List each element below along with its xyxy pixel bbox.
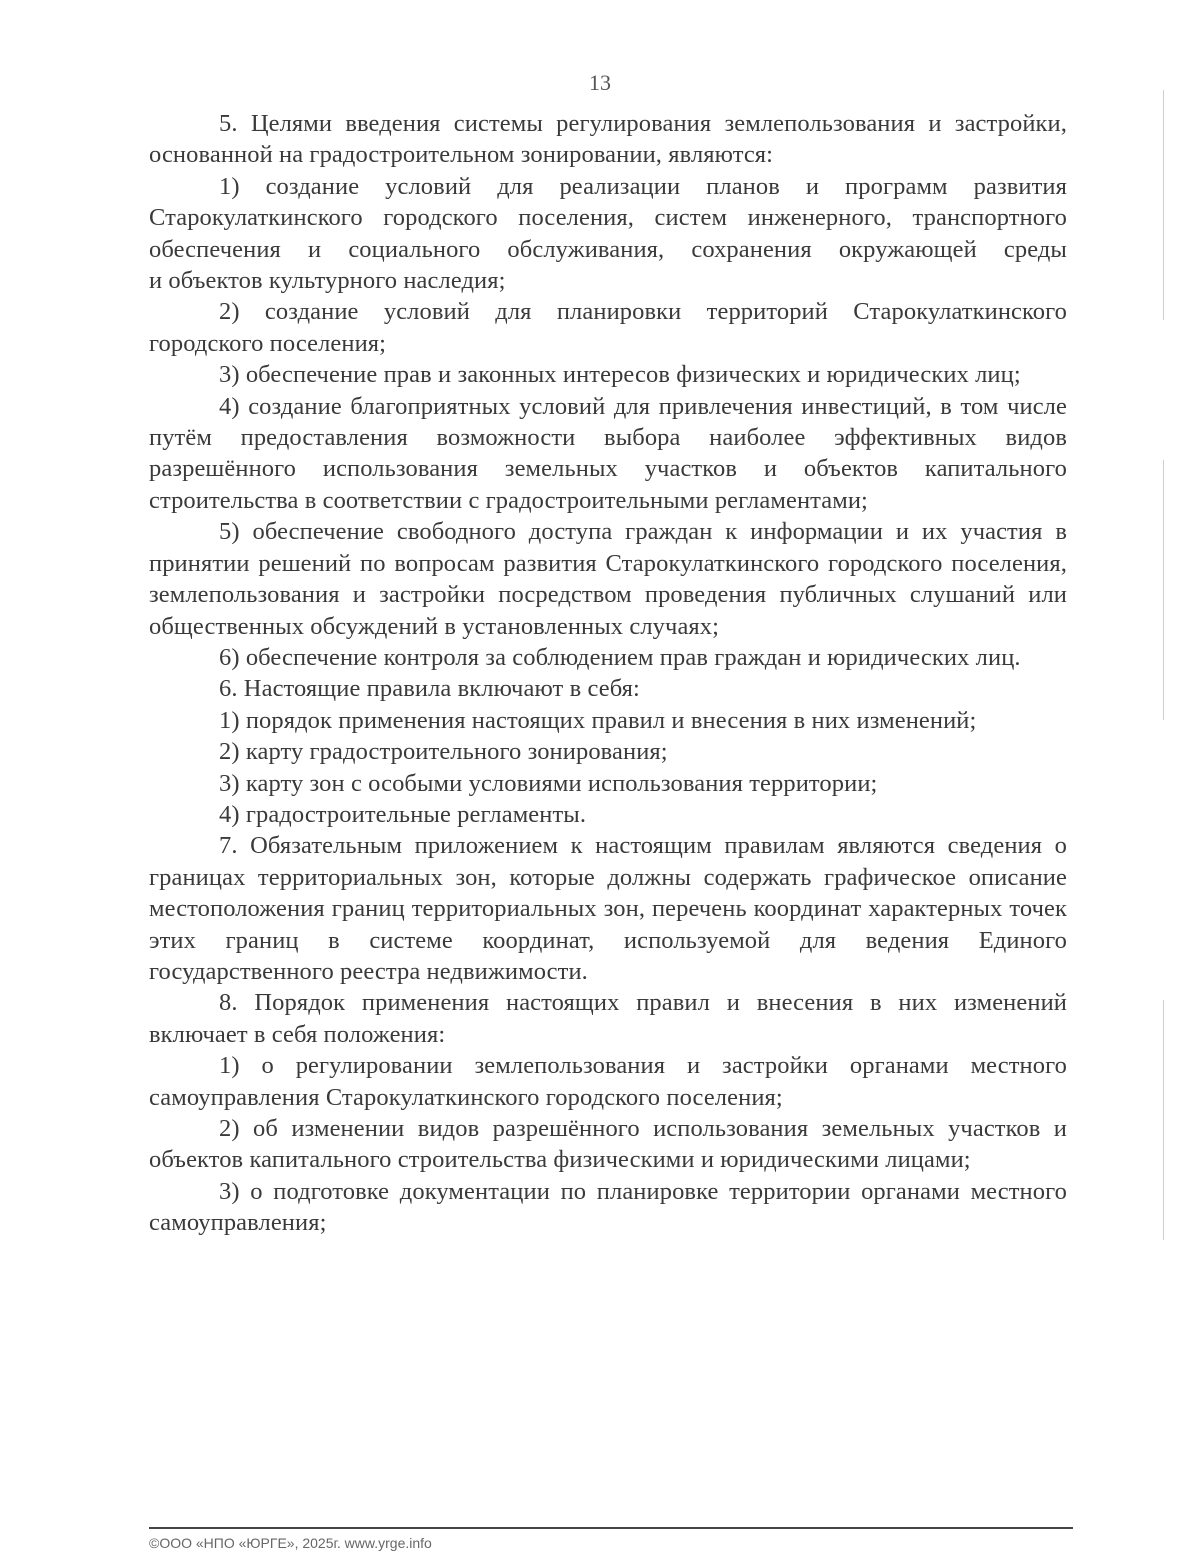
footer-copyright: ©ООО «НПО «ЮРГЕ», 2025г. www.yrge.info xyxy=(149,1535,432,1551)
list-item-6: 6) обеспечение контроля за соблюдением прав граждан и юридических лиц. xyxy=(219,643,1021,671)
contents-item-2: 2) карту градостроительного зонирования; xyxy=(219,738,668,766)
procedure-item-1: 1) о регулировании землепользования и застройки органами местного самоуправления Старокулаткинского городского поселения; xyxy=(149,1052,1067,1111)
list-item-1: 1) создание условий для реализации планов и программ развития Старокулаткинского городского поселения, систем инженерного, транспортного обеспечения и социального обслуживания, сохранения окружающей среды xyxy=(149,172,1067,263)
procedure-item-2: 2) об изменении видов разрешённого использования земельных участков и объектов капитального строительства физическими и юридическими лицами; xyxy=(149,1115,1067,1174)
list-item-3: 3) обеспечение прав и законных интересов физических и юридических лиц; xyxy=(219,361,1021,389)
paragraph-7-appendix: 7. Обязательным приложением к настоящим правилам являются сведения о границах территориальных зон, которые должны содержать графическое описание местоположения границ территориальных зон, перечень координат характерных точек этих границ в системе координат, используемой для ведения Единого государственного реестра недвижимости. xyxy=(149,832,1067,985)
procedure-item-3: 3) о подготовке документации по планировке территории органами местного самоуправления; xyxy=(149,1177,1067,1237)
paragraph-5-goals: 5. Целями введения системы регулирования землепользования и застройки, основанной на градостроительном зонировании, являются: xyxy=(149,110,1067,169)
paragraph-8-procedure: 8. Порядок применения настоящих правил и внесения в них изменений включает в себя положения: xyxy=(149,989,1067,1048)
scan-edge-mark xyxy=(1163,460,1164,720)
page-number: 13 xyxy=(589,70,611,95)
list-item-1-continuation: и объектов культурного наследия; xyxy=(149,267,506,295)
contents-item-4: 4) градостроительные регламенты. xyxy=(219,800,587,828)
list-item-2: 2) создание условий для планировки территорий Старокулаткинского городского поселения; xyxy=(149,298,1067,357)
contents-item-1: 1) порядок применения настоящих правил и внесения в них изменений; xyxy=(219,706,977,734)
footer-divider xyxy=(149,1527,1073,1529)
list-item-5: 5) обеспечение свободного доступа граждан к информации и их участия в принятии решений по вопросам развития Старокулаткинского городского поселения, землепользования и застройки посредством проведения публичных слушаний или общественных обсуждений в установленных случаях; xyxy=(149,518,1067,640)
list-item-4: 4) создание благоприятных условий для привлечения инвестиций, в том числе путём предоставления возможности выбора наиболее эффективных видов разрешённого использования земельных участков и объектов капитального строительства в соответствии с градостроительными регламентами; xyxy=(149,392,1067,514)
scan-edge-mark xyxy=(1163,90,1164,320)
scan-edge-mark xyxy=(1163,1000,1164,1240)
document-body xyxy=(149,108,1067,1239)
paragraph-6-contents: 6. Настоящие правила включают в себя: xyxy=(219,675,640,703)
contents-item-3: 3) карту зон с особыми условиями использования территории; xyxy=(219,769,878,797)
